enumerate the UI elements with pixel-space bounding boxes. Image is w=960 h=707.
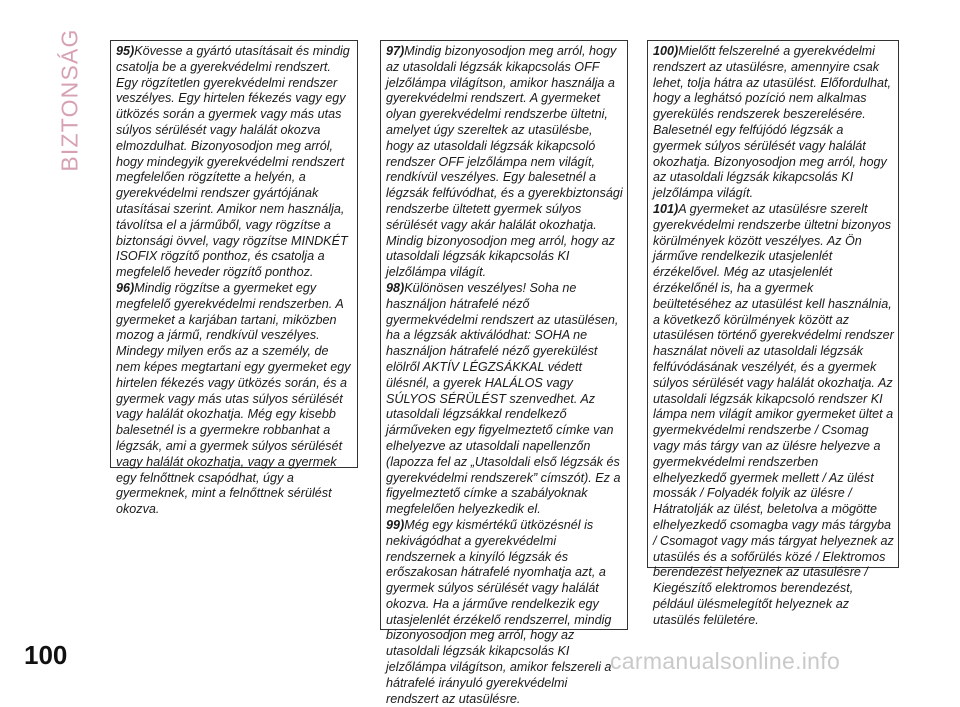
warning-text: A gyermeket az utasülésre szerelt gyerekvédelmi rendszerbe ültetni bizonyos körülmények között veszélyes. Az Ön járműve rendelkezik utasjelenlét érzékelővel. Még az utasjelenlét érzékelőnél is, ha a gyermek beültetéséhez az utasülést kell használnia, a következő körülmények között az utasülésen történő gyerekvédelmi rendszer használat növeli az utasoldali légzsák felfúvódásának veszélyét, és a gyermek súlyos sérülését vagy halálát okozhatja. Az utasoldali légzsák kikapcsoló rendszer KI lámpa nem világít amikor gyermeket ültet a gyermekvédelmi rendszerbe / Csomag vagy más tárgy van az ülésre helyezve a gyermekvédelmi rendszerben elhelyezkedő gyermek mellett / Az ülést mossák / Folyadék folyik az ülésre / Hátratolják az ülést, beletolva a mögötte elhelyezkedő csomagba vagy más tárgyba / Csomagot vagy más tárgyat helyeznek az utasülés és a sofőrülés közé / Elektromos berendezést helyeznek az utasülésre / Kiegészítő elektromos berendezést, például ülésmelegítőt helyeznek az utasülés felületére. <box>653 201 894 627</box>
warning-number: 98) <box>386 280 405 295</box>
warning-text: Mindig bizonyosodjon meg arról, hogy az utasoldali légzsák kikapcsolás OFF jelzőlámpa világítson, amikor használja a gyerekvédelmi rendszert. A gyermeket olyan gyerekvédelmi rendszerbe ültetni, amelyet úgy szereltek az utasülésbe, hogy az utasoldali légzsák kikapcsoló rendszer OFF jelzőlámpa nem világít, rendkívül veszélyes. Egy balesetnél a légzsák felfúvódhat, és a gyerekbiztonsági rendszerbe ültetett gyermek súlyos sérülését vagy akár halálát okozhatja. Mindig bizonyosodjon meg arról, hogy az utasoldali légzsák kikapcsolás KI jelzőlámpa világít. <box>386 44 623 280</box>
warning-number: 99) <box>386 517 405 532</box>
warning-paragraph <box>386 281 623 518</box>
warning-paragraph <box>116 44 353 281</box>
section-title-text: BIZTONSÁG <box>56 28 83 172</box>
warning-text: Még egy kismértékű ütközésnél is nekivágódhat a gyerekvédelmi rendszernek a kinyíló légzsák és erőszakosan hátrafelé nyomhatja azt, a gyermek súlyos sérülését vagy halálát okozva. Ha a járműve rendelkezik egy utasjelenlét érzékelő rendszerrel, mindig bizonyosodjon meg arról, hogy az utasoldali légzsák kikapcsolás KI jelzőlámpa világítson, amikor felszereli a hátrafelé irányuló gyerekvédelmi rendszert az utasülésre. <box>386 517 612 706</box>
warning-text: Mindig rögzítse a gyermeket egy megfelelő gyerekvédelmi rendszerben. A gyermeket a karjában tartani, miközben mozog a jármű, rendkívül veszélyes. Mindegy milyen erős az a személy, de nem képes megtartani egy gyermeket egy hirtelen fékezés vagy ütközés során, és a gyermek vagy más utas súlyos sérülését vagy halálát okozhatja. Még egy kisebb balesetnél is a gyermekre robbanhat a légzsák, ami a gyermek súlyos sérülését vagy halálát okozhatja, vagy a gyermek egy felnőttnek csapódhat, úgy a gyermeknek, mint a felnőttnek sérülést okozva. <box>116 280 351 517</box>
section-title <box>55 30 85 170</box>
warning-paragraph <box>653 44 894 202</box>
warning-paragraph <box>386 518 623 707</box>
warning-text: Mielőtt felszerelné a gyerekvédelmi rendszert az utasülésre, amennyire csak lehet, tolja hátra az utasülést. Előfordulhat, hogy a leghátsó pozíció nem alkalmas gyerekülés rendszerek beszerelésére. Balesetnél egy felfújódó légzsák a gyermek súlyos sérülését vagy halálát okozhatja. Bizonyosodjon meg arról, hogy az utasoldali légzsák kikapcsolás KI jelzőlámpa világít. <box>653 44 892 201</box>
warning-paragraph <box>116 281 353 518</box>
warning-column-3 <box>647 40 899 627</box>
warning-column-2 <box>380 40 628 706</box>
warning-number: 97) <box>386 44 405 58</box>
warning-number: 95) <box>116 44 135 58</box>
warning-number: 100) <box>653 44 679 58</box>
warning-text: Különösen veszélyes! Soha ne használjon hátrafelé néző gyermekvédelmi rendszert az utasülésen, ha a légzsák aktiválódhat: SOHA ne használjon hátrafelé néző gyerekülést elölről AKTÍV LÉGZSÁKKAL védett ülésnél, a gyerek HALÁLOS vagy SÚLYOS SÉRÜLÉST szenvedhet. Az utasoldali légzsákkal rendelkező járműveken egy figyelmeztető címke van elhelyezve az utasoldali napellenzőn (lapozza fel az „Utasoldali első légzsák és gyerekvédelmi rendszerek” címszót). Ez a figyelmeztető címke a szabályoknak megfelelően helyezkedik el. <box>386 280 621 517</box>
warning-paragraph <box>653 202 894 629</box>
warning-number: 96) <box>116 280 135 295</box>
watermark: carmanualsonline.info <box>610 648 841 674</box>
warning-column-1 <box>110 40 358 517</box>
page-number: 100 <box>24 640 68 670</box>
warning-text: Kövesse a gyártó utasításait és mindig csatolja be a gyerekvédelmi rendszert. Egy rögzítetlen gyerekvédelmi rendszer veszélyes. Egy hirtelen fékezés vagy egy ütközés során a gyermek vagy más utas súlyos sérülését vagy halálát okozva elmozdulhat. Bizonyosodjon meg arról, hogy mindegyik gyerekvédelmi rendszert megfelelően rögzítette a helyén, a gyerekvédelmi rendszer gyártójának utasításai szerint. Amikor nem használja, távolítsa el a járműből, vagy rögzítse a biztonsági övvel, vagy rögzítse MINDKÉT ISOFIX rögzítő ponthoz, és csatolja a megfelelő heveder rögzítő ponthoz. <box>116 44 350 280</box>
warning-number: 101) <box>653 201 679 216</box>
warning-paragraph <box>386 44 623 281</box>
